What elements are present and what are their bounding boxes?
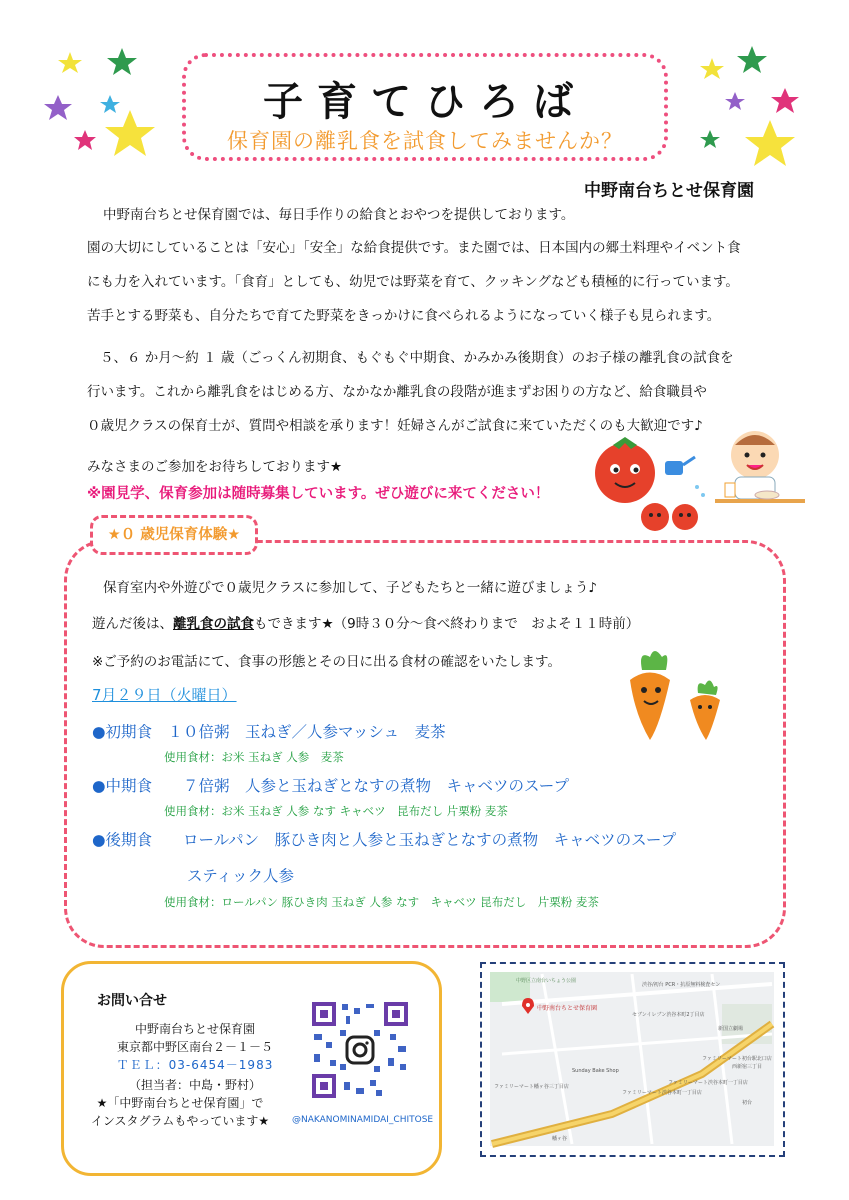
map-label: ファミリーマート渋谷本町一丁目店 <box>622 1090 702 1096</box>
contact-staff: （担当者：中島・野村） <box>128 1078 261 1092</box>
stars-right-decoration <box>690 40 820 190</box>
carrot-characters-illustration <box>620 645 740 745</box>
baby-eating-illustration <box>585 425 810 535</box>
intro-line: 園の大切にしていることは「安心」「安全」な給食提供です。また園では、日本国内の郷土料理やイベント食 <box>87 240 741 256</box>
tasting-prefix: 遊んだ後は、 <box>92 616 173 632</box>
map-label: 渋谷/初台 PCR・抗原無料検査セン <box>642 982 721 988</box>
trial-description: 保育室内や外遊びで０歳児クラスに参加して、子どもたちと一緒に遊びましょう♪ <box>103 580 597 596</box>
map-label: ファミリーマート渋谷本町一丁目店 <box>668 1080 748 1086</box>
recruitment-notice: ※園見学、保育参加は随時募集しています。ぜひ遊びに来てください！ <box>87 486 550 502</box>
map-label: 幡ヶ谷 <box>552 1136 568 1142</box>
star-icon <box>745 120 795 166</box>
star-icon <box>700 58 724 79</box>
intro-line: ０歳児クラスの保育士が、質問や相談を承ります！妊婦さんがご試食に来ていただくのも大歓迎です♪ <box>87 418 703 434</box>
page-title: 子育てひろば <box>263 79 587 125</box>
star-icon <box>107 48 137 75</box>
map-label: 新国立劇場 <box>718 1026 744 1032</box>
star-icon <box>737 46 767 73</box>
page-subtitle: 保育園の離乳食を試食してみませんか？ <box>227 129 623 153</box>
access-map-frame <box>480 962 785 1157</box>
ingredients-late: 使用食材：ロールパン 豚ひき肉 玉ねぎ 人参 なす キャベツ 昆布だし 片栗粉 麦茶 <box>164 895 599 909</box>
instagram-note-line2: インスタグラムもやっています★ <box>90 1114 270 1128</box>
ingredients-middle: 使用食材：お米 玉ねぎ 人参 なす キャベツ 昆布だし 片栗粉 麦茶 <box>164 804 508 818</box>
intro-line: 苦手とする野菜も、自分たちで育てた野菜をきっかけに食べられるようになっていく様子も見られます。 <box>87 308 721 324</box>
intro-line: みなさまのご参加をお待ちしております★ <box>87 459 343 475</box>
reservation-note: ※ご予約のお電話にて、食事の形態とその日に出る食材の確認をいたします。 <box>92 654 561 670</box>
map-label: Sunday Bake Shop <box>572 1068 619 1074</box>
ingredients-early: 使用食材：お米 玉ねぎ 人参 麦茶 <box>164 750 344 764</box>
instagram-handle[interactable]: @NAKANOMINAMIDAI_CHITOSE <box>292 1115 434 1125</box>
tomato-character-icon <box>641 503 698 531</box>
intro-line: にも力を入れています。「食育」としても、幼児では野菜を育て、クッキングなども積極的に行っています。 <box>87 274 739 290</box>
star-icon <box>725 92 745 110</box>
menu-late: ●後期食 ロールパン 豚ひき肉と人参と玉ねぎとなすの煮物 キャベツのスープ <box>92 831 677 849</box>
contact-address: 東京都中野区南台２－１－５ <box>116 1040 273 1054</box>
menu-late-line2: スティック人参 <box>187 867 294 885</box>
baby-icon <box>715 431 805 503</box>
instagram-icon <box>347 1037 373 1063</box>
star-icon <box>74 130 96 150</box>
menu-early: ●初期食 １０倍粥 玉ねぎ／人参マッシュ 麦茶 <box>92 723 446 741</box>
title-frame <box>182 53 668 161</box>
map-label: 西新宿三丁目 <box>732 1064 763 1070</box>
menu-middle: ●中期食 ７倍粥 人参と玉ねぎとなすの煮物 キャベツのスープ <box>92 777 569 795</box>
map-pin-label: 中野南台ちとせ保育園 <box>537 1005 598 1012</box>
contact-phone[interactable]: ＴＥＬ：03-6454－1983 <box>116 1058 274 1072</box>
stars-left-decoration <box>40 40 170 170</box>
contact-heading: お問い合せ <box>97 993 167 1009</box>
star-icon <box>700 130 720 148</box>
organization-name: 中野南台ちとせ保育園 <box>584 181 754 201</box>
carrot-character-icon <box>690 680 720 740</box>
access-map[interactable] <box>482 964 782 1154</box>
instagram-note-line1: ★「中野南台ちとせ保育園」で <box>96 1096 264 1110</box>
map-label: ファミリーマート初台駅北口店 <box>702 1056 772 1062</box>
tasting-emphasis: 離乳食の試食 <box>173 616 254 632</box>
map-label: セブンイレブン渋谷本町2丁目店 <box>632 1012 705 1018</box>
instagram-qr-code[interactable] <box>310 1000 410 1100</box>
intro-line: ５、６ か月～約 １ 歳（ごっくん初期食、もぐもぐ中期食、かみかみ後期食）のお子様の離乳食の試食を <box>100 350 734 366</box>
star-icon <box>771 88 799 113</box>
star-icon <box>105 110 155 156</box>
trial-tasting-info <box>92 612 639 632</box>
star-icon <box>100 95 120 113</box>
carrot-character-icon <box>630 651 670 740</box>
intro-line: 行います。これから離乳食をはじめる方、なかなか離乳食の段階が進まずお困りの方など、給食職員や <box>87 384 707 400</box>
contact-org-name: 中野南台ちとせ保育園 <box>134 1022 255 1036</box>
star-icon <box>58 52 82 73</box>
tasting-time: もできます★（9時３０分～食べ終わりまで およそ１１時前） <box>254 616 640 632</box>
event-date: 7月２９日（火曜日） <box>92 686 237 704</box>
intro-line: 中野南台ちとせ保育園では、毎日手作りの給食とおやつを提供しております。 <box>103 207 575 223</box>
map-label: ファミリーマート幡ヶ谷三丁目店 <box>494 1084 569 1090</box>
star-icon <box>44 95 72 120</box>
map-label: 初台 <box>742 1100 753 1106</box>
map-label: 中野区立南台いちょう公園 <box>516 978 577 984</box>
infant-trial-tag: ★０ 歳児保育体験★ <box>90 515 258 555</box>
watering-can-icon <box>665 457 705 497</box>
tomato-character-icon <box>595 437 655 503</box>
